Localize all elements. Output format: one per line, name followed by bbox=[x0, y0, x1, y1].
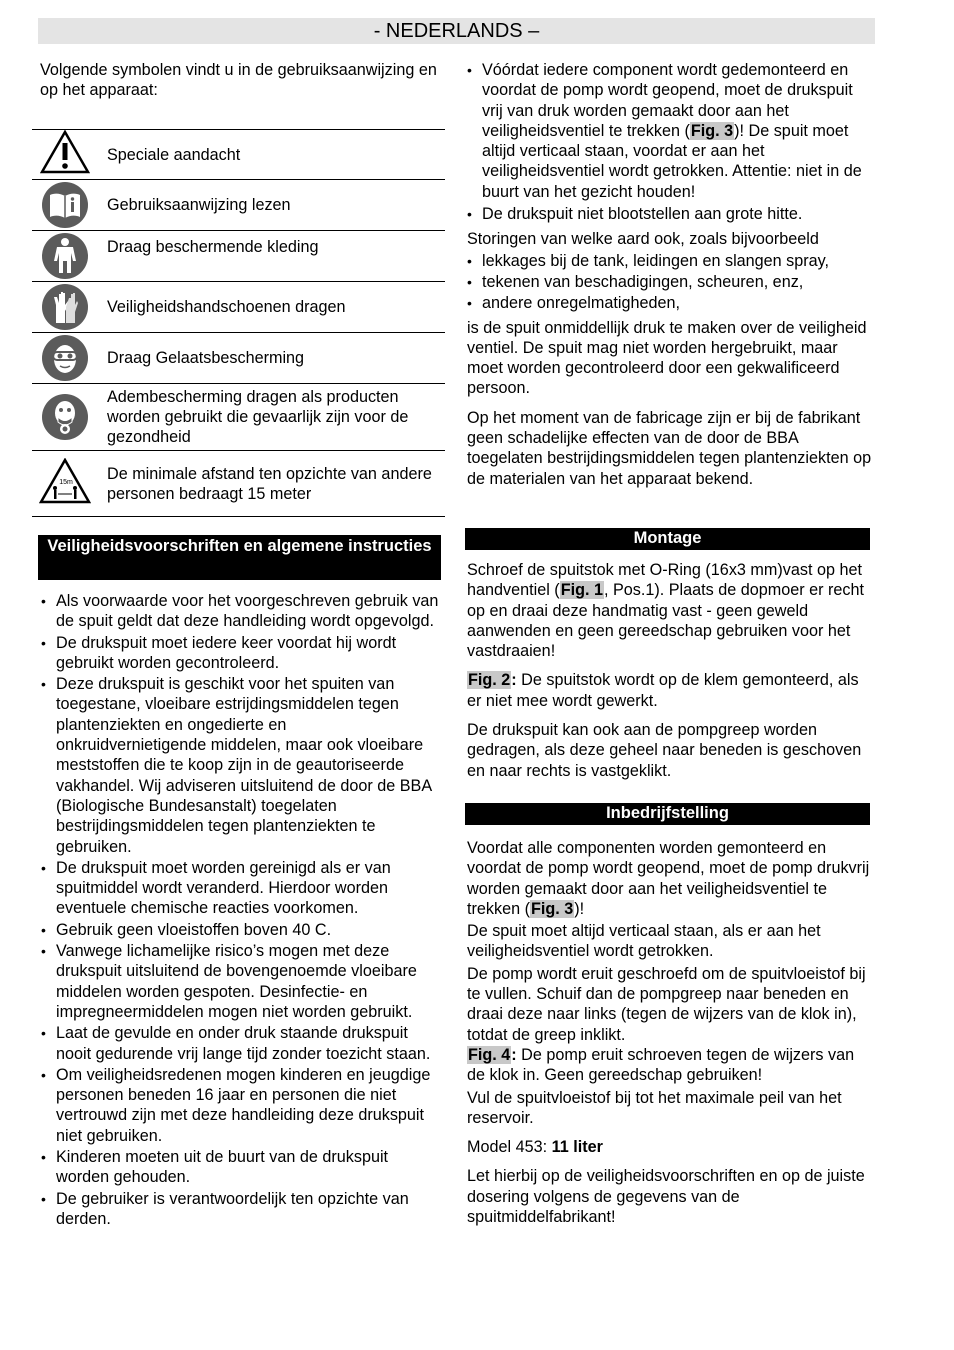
symbol-label: Speciale aandacht bbox=[98, 130, 445, 180]
model-capacity: 11 liter bbox=[551, 1138, 603, 1157]
paragraph: Vul de spuitvloeistof bij tot het maximale peil van het reservoir. bbox=[467, 1088, 842, 1127]
figure-reference: Fig. 3 bbox=[690, 121, 734, 140]
list-item: • lekkages bij de tank, leidingen en slangen spray, bbox=[467, 251, 872, 271]
safety-section bbox=[38, 535, 441, 1229]
list-item: • De drukspuit moet worden gereinigd als er van spuitmiddel wordt veranderd. Hierdoor worden eventuele chemische reacties voorkomen. bbox=[41, 858, 441, 919]
symbol-label: Adembescherming dragen als producten worden gebruikt die gevaarlijk zijn voor de gezondheid bbox=[98, 384, 445, 451]
paragraph: Voordat alle componenten worden gemonteerd en voordat de pomp wordt geopend, moet de pomp drukvrij worden gemaakt door aan het veiligheidsventiel te trekken (Fig. 3)! bbox=[467, 839, 870, 918]
section-heading: Veiligheidsvoorschriften en algemene instructies bbox=[38, 535, 441, 580]
right-column bbox=[467, 60, 872, 489]
warning-list bbox=[467, 60, 872, 224]
face-protection-icon bbox=[42, 335, 88, 381]
safety-list bbox=[38, 591, 441, 1229]
faults-intro: Storingen van welke aard ook, zoals bijvoorbeeld bbox=[467, 230, 819, 249]
symbol-row bbox=[32, 231, 445, 282]
list-item: • Laat de gevulde en onder druk staande drukspuit nooit gedurende vrij lange tijd zonder toezicht staan. bbox=[41, 1023, 441, 1064]
symbol-label: Veiligheidshandschoenen dragen bbox=[98, 282, 445, 333]
symbol-label: Draag beschermende kleding bbox=[98, 231, 445, 282]
symbol-label: De minimale afstand ten opzichte van andere personen bedraagt 15 meter bbox=[98, 451, 445, 517]
list-item: • Vanwege lichamelijke risico’s mogen met deze drukspuit uitsluitend de bovengenoemde vloeibare middelen worden gespoten. Desinfectie- en impregneermiddelen mogen niet worden gebruikt. bbox=[41, 941, 441, 1022]
paragraph: Schroef de spuitstok met O-Ring (16x3 mm)vast op het handventiel (Fig. 1, Pos.1). Plaats de dopmoer er recht op en draai deze handmatig vast - geen geweld aanwenden en geen gereedschap gebruiken voor het vastdraaien! bbox=[467, 561, 865, 661]
list-item: • Deze drukspuit is geschikt voor het spuiten van toegestane, vloeibare estrijdingsmiddelen tegen plantenziekten en ongedierte en onkruidvernietigende middelen, maar ook vloeibare meststoffen die te koop zijn in de geautoriseerde vakhandel. Wij adviseren uitsluitend de door de BBA (Biologische Bundesanstalt) toegelaten bestrijdingsmiddelen tegen plantenziekten te gebruiken. bbox=[41, 674, 441, 857]
symbol-row bbox=[32, 451, 445, 517]
symbol-row bbox=[32, 130, 445, 180]
figure-reference: Fig. 3 bbox=[530, 899, 574, 918]
distance-label: 15m bbox=[59, 479, 73, 487]
symbols-table bbox=[32, 129, 445, 517]
list-item: • De gebruiker is verantwoordelijk ten opzichte van derden. bbox=[41, 1189, 441, 1230]
paragraph: is de spuit onmiddellijk druk te maken over de veiligheid ventiel. De spuit mag niet worden hergebruikt, maar moet worden gecontroleerd door een gekwalificeerd persoon. bbox=[467, 318, 867, 398]
symbol-row bbox=[32, 282, 445, 333]
figure-reference: Fig. 4 bbox=[468, 1045, 511, 1064]
list-item: • Kinderen moeten uit de buurt van de drukspuit worden gehouden. bbox=[41, 1147, 441, 1188]
symbols-intro: Volgende symbolen vindt u in de gebruiksaanwijzing en op het apparaat: bbox=[40, 61, 437, 100]
paragraph: De spuit moet altijd verticaal staan, als er aan het veiligheidsventiel wordt getrokken. bbox=[467, 922, 821, 961]
montage-section bbox=[465, 528, 870, 781]
manual-read-icon bbox=[42, 182, 88, 228]
section-heading: Inbedrijfstelling bbox=[465, 803, 870, 825]
gloves-icon bbox=[42, 284, 88, 330]
symbol-row bbox=[32, 333, 445, 384]
list-item: • De drukspuit moet iedere keer voordat hij wordt gebruikt worden gecontroleerd. bbox=[41, 633, 441, 674]
symbol-label: Gebruiksaanwijzing lezen bbox=[98, 180, 445, 231]
list-item: • andere onregelmatigheden, bbox=[467, 293, 872, 313]
figure-reference: Fig. 2 bbox=[468, 671, 511, 690]
paragraph: De pomp wordt eruit geschroefd om de spuitvloeistof bij te vullen. Schuif dan de pompgreep naar beneden en draai deze naar links (tegen de wijzers van de klok in), totdat de greep inklikt. bbox=[467, 964, 866, 1044]
page-title: - NEDERLANDS – bbox=[38, 18, 875, 44]
symbol-row bbox=[32, 180, 445, 231]
paragraph: Let hierbij op de veiligheidsvoorschriften en op de juiste dosering volgens de gegevens van de spuitmiddelfabrikant! bbox=[467, 1167, 865, 1227]
list-item: • Gebruik geen vloeistoffen boven 40 C. bbox=[41, 920, 441, 940]
section-heading: Montage bbox=[465, 528, 870, 550]
paragraph: Fig. 2: De spuitstok wordt op de klem gemonteerd, als er niet mee wordt gewerkt. bbox=[467, 671, 859, 710]
list-item: • tekenen van beschadigingen, scheuren, enz, bbox=[467, 272, 872, 292]
respirator-icon bbox=[42, 394, 88, 440]
distance-warning-icon bbox=[39, 479, 91, 508]
paragraph: Fig. 4: De pomp eruit schroeven tegen de wijzers van de klok in. Geen gereedschap gebruiken! bbox=[467, 1045, 855, 1085]
symbol-label: Draag Gelaatsbescherming bbox=[98, 333, 445, 384]
paragraph: De drukspuit kan ook aan de pompgreep worden gedragen, als deze geheel naar beneden is geschoven en naar rechts is vastgeklikt. bbox=[467, 721, 862, 780]
list-item: • Als voorwaarde voor het voorgeschreven gebruik van de spuit geldt dat deze handleiding wordt opgevolgd. bbox=[41, 591, 441, 632]
symbol-row bbox=[32, 384, 445, 451]
list-item: • Om veiligheidsredenen mogen kinderen en jeugdige personen beneden 16 jaar en personen die niet vertrouwd zijn met deze handleiding deze drukspuit niet gebruiken. bbox=[41, 1065, 441, 1146]
inbedrijfstelling-section bbox=[465, 803, 870, 1227]
paragraph: Op het moment van de fabricage zijn er bij de fabrikant geen schadelijke effecten van de door de BBA toegelaten bestrijdingsmiddelen tegen plantenziekten op de materialen van het apparaat bekend. bbox=[467, 408, 872, 488]
list-item: • Vóórdat iedere component wordt gedemonteerd en voordat de pomp wordt geopend, moet de drukspuit vrij van druk worden gemaakt door aan het veiligheidsventiel te trekken (Fig. 3)! De spuit moet altijd verticaal staan, voordat er aan het veiligheidsventiel wordt getrokken. Attentie: niet in de buurt van het gezicht houden! bbox=[467, 60, 872, 202]
model-line: Model 453: 11 liter bbox=[467, 1138, 603, 1157]
figure-reference: Fig. 1 bbox=[560, 581, 603, 600]
list-item: • De drukspuit niet blootstellen aan grote hitte. bbox=[467, 204, 872, 224]
faults-list bbox=[467, 251, 872, 314]
warning-triangle-icon bbox=[40, 160, 90, 178]
protective-suit-icon bbox=[42, 233, 88, 279]
